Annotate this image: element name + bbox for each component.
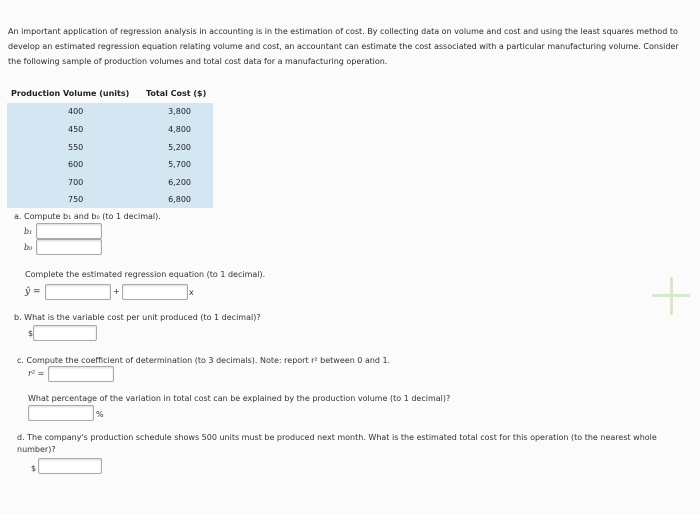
plus-sign: + bbox=[113, 287, 120, 296]
cell-cost: 6,800 bbox=[168, 195, 191, 204]
part-d-question: d. The company's production schedule shows 500 units must be produced next month. What is the estimated total cost for this operation (to the nearest whole number)? bbox=[17, 433, 657, 454]
crosshair-cursor-icon bbox=[652, 277, 690, 315]
cell-cost: 3,800 bbox=[168, 107, 191, 116]
header-volume: Production Volume (units) bbox=[11, 89, 130, 98]
cell-cost: 5,200 bbox=[168, 143, 191, 152]
cell-volume: 600 bbox=[68, 160, 84, 169]
table-row bbox=[7, 156, 213, 173]
b1-label: b₁ bbox=[24, 227, 33, 236]
total-cost-input[interactable] bbox=[38, 458, 102, 474]
cell-volume: 550 bbox=[68, 143, 84, 152]
equation-prompt: Complete the estimated regression equation (to 1 decimal). bbox=[25, 270, 266, 279]
cell-volume: 750 bbox=[68, 195, 84, 204]
part-c-question: c. Compute the coefficient of determination (to 3 decimals). Note: report r² between 0 and 1. bbox=[17, 356, 391, 365]
part-b-question: b. What is the variable cost per unit produced (to 1 decimal)? bbox=[14, 313, 261, 322]
cell-volume: 450 bbox=[68, 125, 84, 134]
table-row bbox=[7, 121, 213, 138]
part-b-currency: $ bbox=[28, 329, 34, 338]
cell-cost: 6,200 bbox=[168, 178, 191, 187]
table-header bbox=[7, 86, 213, 102]
header-cost: Total Cost ($) bbox=[146, 89, 207, 98]
x-variable: x bbox=[189, 288, 194, 297]
r2-label: r² = bbox=[28, 369, 45, 378]
table-body bbox=[7, 103, 213, 208]
b1-input[interactable] bbox=[36, 223, 102, 239]
yhat-label: ŷ = bbox=[25, 287, 41, 297]
table-row bbox=[7, 174, 213, 191]
table-row bbox=[7, 191, 213, 208]
table-row bbox=[7, 139, 213, 156]
cell-cost: 5,700 bbox=[168, 160, 191, 169]
equation-intercept-input[interactable] bbox=[45, 284, 111, 300]
data-table bbox=[7, 86, 213, 208]
b0-input[interactable] bbox=[36, 239, 102, 255]
part-d-currency: $ bbox=[31, 464, 37, 473]
table-row bbox=[7, 103, 213, 120]
percentage-question: What percentage of the variation in total cost can be explained by the production volume (to 1 decimal)? bbox=[28, 394, 451, 403]
part-a-question: a. Compute b₁ and b₀ (to 1 decimal). bbox=[14, 212, 161, 221]
percentage-input[interactable] bbox=[28, 405, 94, 421]
cell-cost: 4,800 bbox=[168, 125, 191, 134]
percent-unit: % bbox=[96, 410, 104, 419]
problem-intro: An important application of regression analysis in accounting is in the estimation of cost. By collecting data on volume and cost and using the least squares method to develop an estimated regression equation relating volume and cost, an accountant can estimate the cost associated with a particular manufacturing volume. Consider the following sample of production volumes and total cost data for a manufacturing operation. bbox=[8, 27, 679, 66]
b0-label: b₀ bbox=[24, 243, 33, 252]
equation-slope-input[interactable] bbox=[122, 284, 188, 300]
r2-input[interactable] bbox=[48, 366, 114, 382]
variable-cost-input[interactable] bbox=[33, 325, 97, 341]
cell-volume: 400 bbox=[68, 107, 84, 116]
cell-volume: 700 bbox=[68, 178, 84, 187]
